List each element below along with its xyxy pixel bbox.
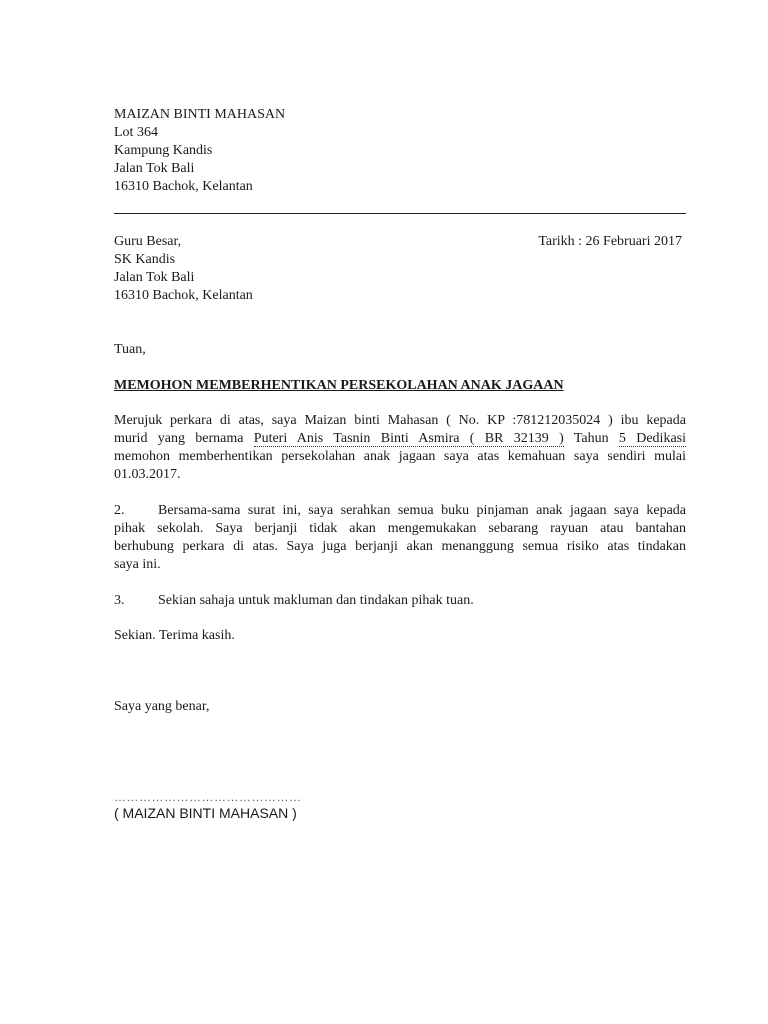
signature-name: ( MAIZAN BINTI MAHASAN ) <box>114 805 297 821</box>
student-name-field: Puteri Anis Tasnin Binti Asmira ( BR 32139 ) <box>253 431 564 446</box>
sender-address-line: Kampung Kandis <box>114 143 213 158</box>
paragraph-1-text: Tahun <box>573 431 609 446</box>
paragraph-3-text: Sekian sahaja untuk makluman dan tindakan pihak tuan. <box>158 593 474 608</box>
paragraph-1-text: murid yang bernama <box>114 431 244 446</box>
paragraph-2-number: 2. <box>114 503 125 518</box>
sender-address-line: 16310 Bachok, Kelantan <box>114 179 253 194</box>
paragraph-1-line: Merujuk perkara di atas, saya Maizan binti Mahasan ( No. KP :781212035024 ) ibu kepada <box>114 413 686 428</box>
paragraph-1-line: 01.03.2017. <box>114 467 181 482</box>
signature-line: ……………………………………… <box>114 790 302 804</box>
paragraph-2-line <box>114 502 686 520</box>
letter-date: Tarikh : 26 Februari 2017 <box>538 234 682 249</box>
paragraph-2-text: Bersama-sama surat ini, saya serahkan semua buku pinjaman anak jagaan saya kepada <box>158 503 686 518</box>
sender-name: MAIZAN BINTI MAHASAN <box>114 107 286 122</box>
recipient-line: SK Kandis <box>114 252 176 267</box>
paragraph-2-line: saya ini. <box>114 557 161 572</box>
student-class-field: 5 Dedikasi <box>618 431 686 446</box>
letter-subject: MEMOHON MEMBERHENTIKAN PERSEKOLAHAN ANAK JAGAAN <box>114 378 564 393</box>
sender-address-line: Jalan Tok Bali <box>114 161 195 176</box>
sender-address-line: Lot 364 <box>114 125 158 140</box>
header-divider <box>114 213 686 214</box>
paragraph-3-number: 3. <box>114 593 125 608</box>
recipient-line: 16310 Bachok, Kelantan <box>114 288 253 303</box>
paragraph-2-line: pihak sekolah. Saya berjanji tidak akan mengemukakan sebarang rayuan atau bantahan <box>114 521 686 536</box>
paragraph-2-line: berhubung perkara di atas. Saya juga berjanji akan menanggung semua risiko atas tindakan <box>114 539 686 554</box>
paragraph-1-line <box>114 430 686 448</box>
closing-line: Sekian. Terima kasih. <box>114 628 235 643</box>
sender-address-block <box>114 106 686 196</box>
recipient-line: Guru Besar, <box>114 234 182 249</box>
signoff: Saya yang benar, <box>114 699 210 714</box>
recipient-line: Jalan Tok Bali <box>114 270 195 285</box>
paragraph-1 <box>114 412 686 484</box>
paragraph-2 <box>114 502 686 574</box>
salutation: Tuan, <box>114 342 146 357</box>
paragraph-1-line: memohon memberhentikan persekolahan anak jagaan saya atas kemahuan saya sendiri mulai <box>114 449 686 464</box>
paragraph-3 <box>114 592 474 610</box>
